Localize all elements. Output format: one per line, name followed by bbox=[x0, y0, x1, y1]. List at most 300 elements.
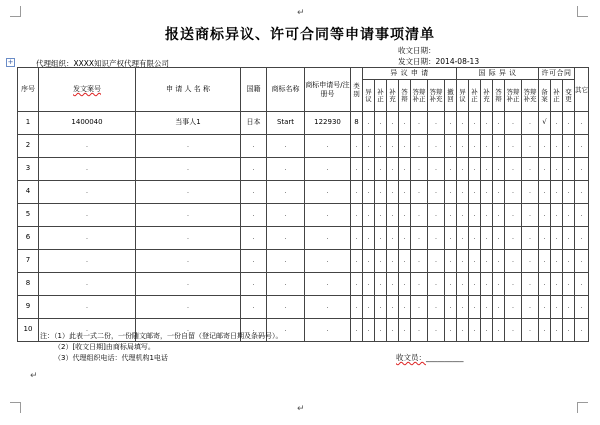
cell-check[interactable]: . bbox=[481, 296, 493, 319]
cell-reg-no[interactable]: . bbox=[305, 273, 351, 296]
cell-check[interactable]: . bbox=[551, 135, 563, 158]
cell-check[interactable]: . bbox=[457, 135, 469, 158]
cell-category[interactable]: . bbox=[351, 181, 363, 204]
cell-check[interactable]: . bbox=[363, 181, 375, 204]
cell-tm-name[interactable]: . bbox=[267, 250, 305, 273]
cell-check[interactable]: . bbox=[469, 181, 481, 204]
cell-check[interactable]: . bbox=[399, 158, 411, 181]
cell-check[interactable]: . bbox=[551, 112, 563, 135]
cell-check[interactable]: . bbox=[363, 319, 375, 342]
cell-check[interactable]: . bbox=[363, 227, 375, 250]
sub-opposition: 撤回 bbox=[445, 80, 457, 112]
cell-reg-no[interactable]: 122930 bbox=[305, 112, 351, 135]
cell-check[interactable]: . bbox=[481, 135, 493, 158]
cell-check[interactable]: . bbox=[539, 273, 551, 296]
cell-check[interactable]: . bbox=[375, 227, 387, 250]
receiver-signature bbox=[396, 352, 464, 363]
cell-check[interactable]: . bbox=[387, 135, 399, 158]
cell-check[interactable]: . bbox=[375, 181, 387, 204]
cell-check[interactable]: . bbox=[469, 250, 481, 273]
cell-check[interactable]: . bbox=[481, 158, 493, 181]
cell-check[interactable]: . bbox=[505, 250, 522, 273]
cell-check[interactable]: . bbox=[375, 250, 387, 273]
cell-doc-no[interactable]: . bbox=[39, 296, 136, 319]
cell-check[interactable]: . bbox=[428, 250, 445, 273]
cell-applicant[interactable]: . bbox=[136, 135, 241, 158]
cell-category[interactable]: . bbox=[351, 204, 363, 227]
table-body bbox=[18, 112, 589, 342]
cell-check[interactable]: . bbox=[539, 158, 551, 181]
cell-check[interactable]: . bbox=[522, 135, 539, 158]
cell-check[interactable]: . bbox=[551, 296, 563, 319]
cell-category[interactable]: . bbox=[351, 250, 363, 273]
cell-check[interactable]: . bbox=[539, 319, 551, 342]
cell-check[interactable]: . bbox=[539, 227, 551, 250]
cell-seq[interactable]: 3 bbox=[18, 158, 39, 181]
cell-check[interactable]: . bbox=[457, 227, 469, 250]
cell-reg-no[interactable]: . bbox=[305, 135, 351, 158]
cell-check[interactable]: . bbox=[428, 319, 445, 342]
cell-check[interactable]: . bbox=[493, 319, 505, 342]
cell-check[interactable]: . bbox=[399, 112, 411, 135]
note-line: （2）[收文日期]由商标局填写。 bbox=[54, 343, 155, 351]
receiver-blank: __________ bbox=[426, 353, 464, 362]
cell-check[interactable]: . bbox=[457, 319, 469, 342]
cell-doc-no[interactable]: . bbox=[39, 250, 136, 273]
cell-check[interactable]: . bbox=[481, 204, 493, 227]
sent-date-value: 2014-08-13 bbox=[435, 57, 480, 66]
cell-doc-no[interactable]: . bbox=[39, 227, 136, 250]
cell-check[interactable]: . bbox=[428, 135, 445, 158]
cell-check[interactable]: . bbox=[399, 204, 411, 227]
cell-check[interactable]: . bbox=[551, 181, 563, 204]
cell-check[interactable]: . bbox=[428, 296, 445, 319]
cell-check[interactable]: . bbox=[399, 135, 411, 158]
sub-opposition: 补充 bbox=[387, 80, 399, 112]
cell-country[interactable]: . bbox=[241, 296, 267, 319]
cell-check[interactable]: . bbox=[411, 296, 428, 319]
cell-check[interactable]: . bbox=[563, 112, 575, 135]
cell-applicant[interactable]: . bbox=[136, 181, 241, 204]
cell-check[interactable]: . bbox=[457, 158, 469, 181]
cell-country[interactable]: . bbox=[241, 204, 267, 227]
cell-seq[interactable]: 4 bbox=[18, 181, 39, 204]
cell-country[interactable]: 日本 bbox=[241, 112, 267, 135]
cell-check[interactable]: . bbox=[428, 158, 445, 181]
cell-seq[interactable]: 2 bbox=[18, 135, 39, 158]
cell-check[interactable]: . bbox=[411, 204, 428, 227]
cell-check[interactable]: . bbox=[575, 227, 589, 250]
cell-check[interactable]: . bbox=[493, 158, 505, 181]
cell-applicant[interactable]: . bbox=[136, 204, 241, 227]
cell-check[interactable]: . bbox=[457, 181, 469, 204]
cell-seq[interactable]: 6 bbox=[18, 227, 39, 250]
cell-applicant[interactable]: . bbox=[136, 296, 241, 319]
cell-check[interactable]: . bbox=[445, 250, 457, 273]
cell-seq[interactable]: 10 bbox=[18, 319, 39, 342]
cell-doc-no[interactable]: . bbox=[39, 204, 136, 227]
cell-check[interactable]: . bbox=[563, 227, 575, 250]
header-category: 类别 bbox=[351, 68, 363, 112]
cell-check[interactable]: . bbox=[428, 227, 445, 250]
agency-line: 代理组织：XXXX知识产权代理有限公司 bbox=[36, 59, 170, 68]
cell-check[interactable]: . bbox=[575, 273, 589, 296]
cell-check[interactable]: . bbox=[505, 227, 522, 250]
header-intl: 国 际 异 议 bbox=[457, 68, 539, 80]
cell-check[interactable]: . bbox=[387, 158, 399, 181]
table-row bbox=[18, 227, 589, 250]
cell-check[interactable]: . bbox=[505, 273, 522, 296]
cell-check[interactable]: . bbox=[551, 204, 563, 227]
table-row bbox=[18, 135, 589, 158]
table-row bbox=[18, 181, 589, 204]
cell-check[interactable]: . bbox=[375, 296, 387, 319]
table-move-handle-icon[interactable]: + bbox=[7, 58, 14, 66]
cell-tm-name[interactable]: . bbox=[267, 227, 305, 250]
cell-check[interactable]: . bbox=[505, 112, 522, 135]
cell-seq[interactable]: 7 bbox=[18, 250, 39, 273]
cell-country[interactable]: . bbox=[241, 319, 267, 342]
cell-check[interactable]: . bbox=[428, 181, 445, 204]
cell-doc-no[interactable]: . bbox=[39, 181, 136, 204]
cell-country[interactable]: . bbox=[241, 135, 267, 158]
cell-check[interactable]: . bbox=[539, 204, 551, 227]
cell-category[interactable]: . bbox=[351, 135, 363, 158]
cell-check[interactable]: . bbox=[399, 227, 411, 250]
cell-check[interactable]: . bbox=[493, 296, 505, 319]
sub-intl: 答辩补正 bbox=[505, 80, 522, 112]
cell-doc-no[interactable]: . bbox=[39, 158, 136, 181]
cell-check[interactable]: . bbox=[551, 273, 563, 296]
header-other: 其它 bbox=[575, 68, 589, 112]
cell-check[interactable]: . bbox=[375, 319, 387, 342]
cell-check[interactable]: . bbox=[481, 112, 493, 135]
cell-check[interactable]: . bbox=[428, 204, 445, 227]
cell-check[interactable]: . bbox=[493, 181, 505, 204]
cell-category[interactable]: . bbox=[351, 227, 363, 250]
cell-tm-name[interactable]: . bbox=[267, 319, 305, 342]
header-tm-name: 商标名称 bbox=[267, 68, 305, 112]
header-doc-no bbox=[39, 68, 136, 112]
cell-check[interactable]: . bbox=[522, 250, 539, 273]
cell-check[interactable]: . bbox=[445, 319, 457, 342]
cell-check[interactable]: . bbox=[387, 112, 399, 135]
table-row bbox=[18, 158, 589, 181]
cell-check[interactable]: . bbox=[363, 204, 375, 227]
cell-tm-name[interactable]: . bbox=[267, 204, 305, 227]
cell-reg-no[interactable]: . bbox=[305, 227, 351, 250]
cell-seq[interactable]: 9 bbox=[18, 296, 39, 319]
cell-check[interactable]: . bbox=[457, 204, 469, 227]
cell-applicant[interactable]: . bbox=[136, 227, 241, 250]
cell-tm-name[interactable]: . bbox=[267, 158, 305, 181]
cell-check[interactable]: . bbox=[399, 250, 411, 273]
cell-check[interactable]: . bbox=[375, 273, 387, 296]
cell-check[interactable]: . bbox=[469, 158, 481, 181]
cell-seq[interactable]: 8 bbox=[18, 273, 39, 296]
header-seq: 序号 bbox=[18, 68, 39, 112]
cell-check[interactable]: . bbox=[387, 319, 399, 342]
cell-check[interactable]: . bbox=[428, 112, 445, 135]
sub-license: 变更 bbox=[563, 80, 575, 112]
cell-check[interactable]: . bbox=[469, 135, 481, 158]
cell-tm-name[interactable]: Start bbox=[267, 112, 305, 135]
cell-check[interactable]: . bbox=[505, 181, 522, 204]
paragraph-mark: ↵ bbox=[297, 404, 305, 414]
cell-check[interactable]: . bbox=[539, 181, 551, 204]
cell-check[interactable]: . bbox=[469, 112, 481, 135]
cell-check[interactable]: . bbox=[411, 112, 428, 135]
cell-check[interactable]: . bbox=[493, 227, 505, 250]
sent-date bbox=[398, 56, 479, 67]
cell-applicant[interactable]: . bbox=[136, 273, 241, 296]
crop-mark-top-left bbox=[10, 6, 21, 17]
cell-check[interactable]: . bbox=[563, 319, 575, 342]
cell-check[interactable]: . bbox=[575, 181, 589, 204]
sub-intl: 答辩 bbox=[493, 80, 505, 112]
header-license: 许可合同 bbox=[539, 68, 575, 80]
cell-check[interactable]: . bbox=[481, 227, 493, 250]
cell-check[interactable]: . bbox=[563, 250, 575, 273]
cell-check[interactable]: . bbox=[363, 112, 375, 135]
cell-check[interactable]: . bbox=[469, 319, 481, 342]
cell-check[interactable]: . bbox=[445, 158, 457, 181]
cell-check[interactable]: . bbox=[522, 112, 539, 135]
cell-check[interactable]: . bbox=[563, 273, 575, 296]
cell-check[interactable]: . bbox=[445, 181, 457, 204]
sent-date-label: 发文日期： bbox=[398, 57, 436, 66]
cell-check[interactable]: . bbox=[375, 135, 387, 158]
cell-check[interactable]: . bbox=[411, 227, 428, 250]
cell-check[interactable]: . bbox=[481, 273, 493, 296]
cell-tm-name[interactable]: . bbox=[267, 135, 305, 158]
cell-check[interactable]: . bbox=[505, 204, 522, 227]
cell-reg-no[interactable]: . bbox=[305, 181, 351, 204]
cell-check[interactable]: . bbox=[539, 296, 551, 319]
cell-check[interactable]: . bbox=[363, 273, 375, 296]
table-row bbox=[18, 296, 589, 319]
cell-check[interactable]: . bbox=[428, 273, 445, 296]
cell-check[interactable]: . bbox=[505, 296, 522, 319]
cell-check[interactable]: . bbox=[399, 273, 411, 296]
cell-check[interactable]: . bbox=[375, 204, 387, 227]
cell-seq[interactable]: 1 bbox=[18, 112, 39, 135]
cell-check[interactable]: . bbox=[522, 227, 539, 250]
cell-check[interactable]: . bbox=[399, 181, 411, 204]
cell-check[interactable]: . bbox=[551, 250, 563, 273]
sub-intl: 补正 bbox=[469, 80, 481, 112]
header-applicant: 申 请 人 名 称 bbox=[136, 68, 241, 112]
cell-check[interactable]: . bbox=[522, 273, 539, 296]
cell-seq[interactable]: 5 bbox=[18, 204, 39, 227]
crop-mark-bottom-right bbox=[577, 402, 588, 413]
received-date-label: 收文日期： bbox=[398, 46, 436, 55]
header-reg-no: 商标申请号/注册号 bbox=[305, 68, 351, 112]
cell-check[interactable]: . bbox=[469, 227, 481, 250]
cell-tm-name[interactable]: . bbox=[267, 296, 305, 319]
table-row bbox=[18, 204, 589, 227]
cell-check[interactable]: . bbox=[563, 135, 575, 158]
cell-check[interactable]: . bbox=[539, 250, 551, 273]
cell-check[interactable]: . bbox=[551, 227, 563, 250]
cell-check[interactable]: . bbox=[469, 273, 481, 296]
items-table bbox=[17, 67, 589, 342]
cell-category[interactable]: . bbox=[351, 273, 363, 296]
cell-doc-no[interactable]: 1400040 bbox=[39, 112, 136, 135]
cell-doc-no[interactable]: . bbox=[39, 273, 136, 296]
table-row bbox=[18, 250, 589, 273]
cell-check[interactable]: . bbox=[493, 135, 505, 158]
cell-check[interactable]: . bbox=[411, 158, 428, 181]
header-opposition: 异 议 申 请 bbox=[363, 68, 457, 80]
cell-check[interactable]: . bbox=[399, 296, 411, 319]
cell-check[interactable]: . bbox=[445, 273, 457, 296]
cell-check[interactable]: . bbox=[363, 158, 375, 181]
cell-check[interactable]: . bbox=[575, 135, 589, 158]
cell-reg-no[interactable]: . bbox=[305, 250, 351, 273]
cell-check[interactable]: . bbox=[505, 319, 522, 342]
cell-check[interactable]: . bbox=[522, 319, 539, 342]
cell-check[interactable]: . bbox=[411, 181, 428, 204]
cell-check[interactable]: . bbox=[563, 296, 575, 319]
cell-category[interactable]: . bbox=[351, 158, 363, 181]
cell-check[interactable]: . bbox=[411, 273, 428, 296]
cell-check[interactable]: . bbox=[493, 250, 505, 273]
cell-category[interactable]: . bbox=[351, 319, 363, 342]
cell-check[interactable]: . bbox=[505, 135, 522, 158]
cell-check[interactable]: . bbox=[445, 204, 457, 227]
cell-country[interactable]: . bbox=[241, 181, 267, 204]
cell-check[interactable]: . bbox=[539, 135, 551, 158]
sub-opposition: 答辩补充 bbox=[428, 80, 445, 112]
cell-check[interactable]: . bbox=[375, 112, 387, 135]
cell-check[interactable]: . bbox=[575, 158, 589, 181]
cell-check[interactable]: . bbox=[481, 250, 493, 273]
cell-country[interactable]: . bbox=[241, 158, 267, 181]
cell-check[interactable]: . bbox=[457, 273, 469, 296]
cell-check[interactable]: . bbox=[387, 227, 399, 250]
sub-intl: 补充 bbox=[481, 80, 493, 112]
cell-reg-no[interactable]: . bbox=[305, 296, 351, 319]
cell-check[interactable]: . bbox=[522, 204, 539, 227]
cell-check[interactable]: . bbox=[399, 319, 411, 342]
header-country: 国籍 bbox=[241, 68, 267, 112]
sub-opposition: 补正 bbox=[375, 80, 387, 112]
cell-check[interactable]: . bbox=[387, 250, 399, 273]
sub-license: 补正 bbox=[551, 80, 563, 112]
cell-country[interactable]: . bbox=[241, 227, 267, 250]
cell-check[interactable]: √ bbox=[539, 112, 551, 135]
table-row bbox=[18, 273, 589, 296]
sub-intl: 异议 bbox=[457, 80, 469, 112]
cell-check[interactable]: . bbox=[493, 112, 505, 135]
cell-check[interactable]: . bbox=[481, 181, 493, 204]
cell-tm-name[interactable]: . bbox=[267, 273, 305, 296]
cell-check[interactable]: . bbox=[522, 296, 539, 319]
cell-check[interactable]: . bbox=[387, 296, 399, 319]
cell-check[interactable]: . bbox=[387, 204, 399, 227]
cell-applicant[interactable]: . bbox=[136, 250, 241, 273]
cell-check[interactable]: . bbox=[551, 319, 563, 342]
cell-check[interactable]: . bbox=[445, 296, 457, 319]
cell-check[interactable]: . bbox=[469, 204, 481, 227]
note-line: （3）代理组织电话：代理机构1电话 bbox=[54, 354, 168, 362]
cell-check[interactable]: . bbox=[575, 250, 589, 273]
cell-category[interactable]: . bbox=[351, 296, 363, 319]
cell-country[interactable]: . bbox=[241, 273, 267, 296]
crop-mark-top-right bbox=[577, 6, 588, 17]
sub-opposition: 答辩补正 bbox=[411, 80, 428, 112]
note-line: 注：（1）此表一式二份，一份随文邮寄，一份自留（登记邮寄日期及条码号）。 bbox=[40, 332, 283, 340]
header-doc-no-label: 发文案号 bbox=[73, 84, 101, 93]
cell-check[interactable]: . bbox=[522, 181, 539, 204]
page-title: 报送商标异议、许可合同等申请事项清单 bbox=[165, 27, 435, 43]
cell-check[interactable]: . bbox=[563, 181, 575, 204]
cell-doc-no[interactable]: . bbox=[39, 135, 136, 158]
sub-intl: 答辩补充 bbox=[522, 80, 539, 112]
cell-check[interactable]: . bbox=[551, 158, 563, 181]
cell-country[interactable]: . bbox=[241, 250, 267, 273]
notes bbox=[40, 331, 282, 364]
paragraph-mark: ↵ bbox=[30, 371, 38, 381]
cell-check[interactable]: . bbox=[493, 273, 505, 296]
cell-check[interactable]: . bbox=[411, 135, 428, 158]
sub-opposition: 异议 bbox=[363, 80, 375, 112]
cell-check[interactable]: . bbox=[363, 296, 375, 319]
cell-check[interactable]: . bbox=[411, 319, 428, 342]
cell-category[interactable]: 8 bbox=[351, 112, 363, 135]
cell-check[interactable]: . bbox=[522, 158, 539, 181]
cell-reg-no[interactable]: . bbox=[305, 158, 351, 181]
cell-check[interactable]: . bbox=[481, 319, 493, 342]
crop-mark-bottom-left bbox=[10, 402, 21, 413]
cell-check[interactable]: . bbox=[387, 181, 399, 204]
cell-check[interactable]: . bbox=[363, 250, 375, 273]
cell-check[interactable]: . bbox=[445, 135, 457, 158]
paragraph-mark: ↵ bbox=[297, 8, 305, 18]
cell-check[interactable]: . bbox=[375, 158, 387, 181]
cell-check[interactable]: . bbox=[575, 112, 589, 135]
cell-check[interactable]: . bbox=[469, 296, 481, 319]
table-row bbox=[18, 112, 589, 135]
cell-check[interactable]: . bbox=[363, 135, 375, 158]
sub-license: 备案 bbox=[539, 80, 551, 112]
cell-applicant[interactable]: 当事人1 bbox=[136, 112, 241, 135]
cell-check[interactable]: . bbox=[493, 204, 505, 227]
cell-check[interactable]: . bbox=[575, 296, 589, 319]
cell-check[interactable]: . bbox=[457, 112, 469, 135]
cell-tm-name[interactable]: . bbox=[267, 181, 305, 204]
cell-reg-no[interactable]: . bbox=[305, 204, 351, 227]
cell-applicant[interactable]: . bbox=[136, 319, 241, 342]
cell-check[interactable]: . bbox=[445, 112, 457, 135]
cell-check[interactable]: . bbox=[563, 158, 575, 181]
cell-check[interactable]: . bbox=[505, 158, 522, 181]
sub-opposition: 答辩 bbox=[399, 80, 411, 112]
cell-doc-no[interactable]: . bbox=[39, 319, 136, 342]
cell-check[interactable]: . bbox=[457, 296, 469, 319]
cell-reg-no[interactable]: . bbox=[305, 319, 351, 342]
receiver-label: 收文员： bbox=[396, 353, 426, 362]
cell-check[interactable]: . bbox=[387, 273, 399, 296]
cell-check[interactable]: . bbox=[445, 227, 457, 250]
cell-check[interactable]: . bbox=[563, 204, 575, 227]
cell-check[interactable]: . bbox=[457, 250, 469, 273]
cell-check[interactable]: . bbox=[575, 319, 589, 342]
cell-check[interactable]: . bbox=[575, 204, 589, 227]
cell-applicant[interactable]: . bbox=[136, 158, 241, 181]
cell-check[interactable]: . bbox=[411, 250, 428, 273]
